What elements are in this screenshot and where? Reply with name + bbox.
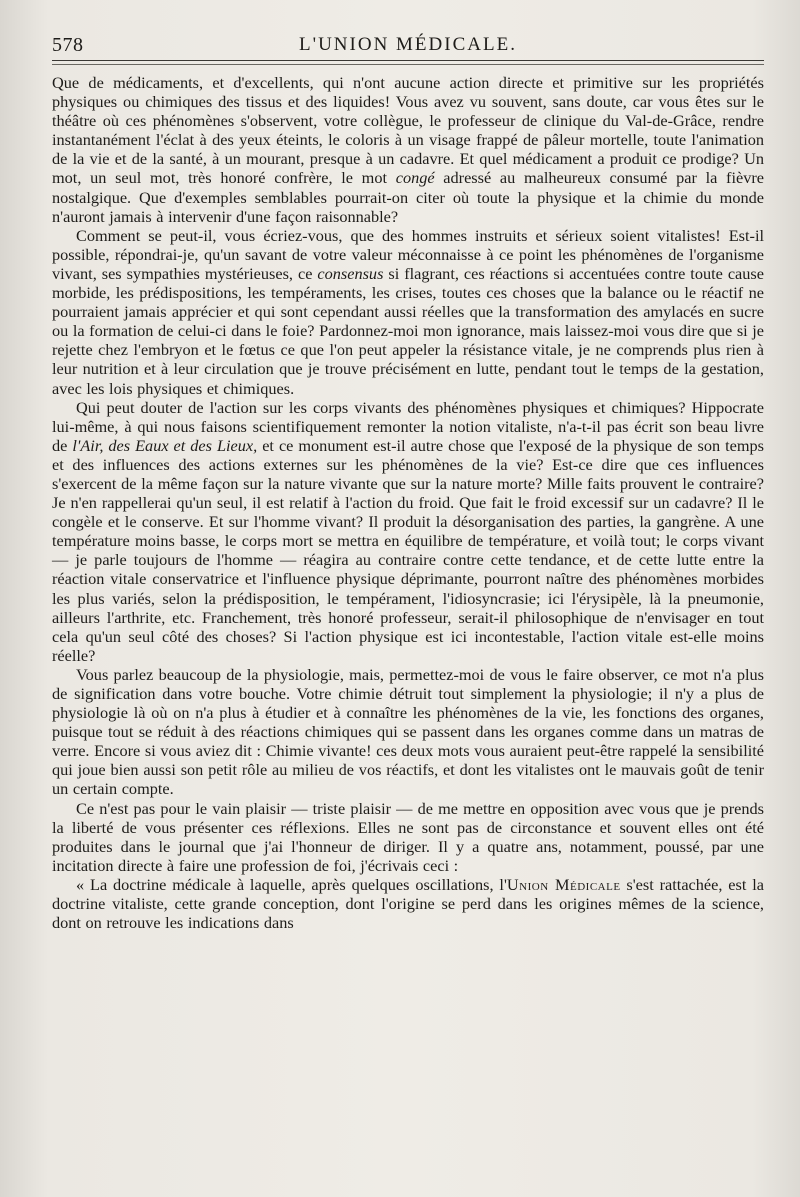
journal-name: Union Médicale [506, 874, 621, 894]
paragraph-p1 [52, 73, 764, 226]
paragraph-text: « La doctrine médicale à laquelle, après quelques oscillations, l' [76, 874, 507, 894]
paragraph-p2 [52, 226, 764, 398]
paragraph-p4 [52, 665, 764, 799]
paragraph-p3 [52, 398, 764, 665]
paragraph-text: adressé au malheureux consumé par la fièvre nostalgique. Que d'exemples semblables pourrait-on citer où toute la physique et la chimie du monde n'auront jamais à intervenir d'une façon raisonnable? [52, 168, 765, 226]
paragraph-text: et ce monument est-il autre chose que l'exposé de la physique de son temps et des influences des actions externes sur les phénomènes de la vie? Est-ce dire que ces influences s'exercent de la même façon sur la nature vivante que sur la nature morte? Mille faits prouvent le contraire? Je n'en rappellerai qu'un seul, il est relatif à l'action du froid. Que fait le froid excessif sur un cadavre? Il le congèle et le conserve. Et sur l'homme vivant? Il produit la désorganisation des parties, la gangrène. A une température moins basse, le corps mort se mettra en équilibre de température, et voilà tout; le corps vivant — je parle toujours de l'homme — réagira au contraire contre cette tendance, et de cette lutte entre la réaction vitale conservatrice et l'influence physique déprimante, pourront naître des phénomènes morbides les plus variés, selon la prédisposition, le tempérament, l'idiosyncrasie; ici l'érysipèle, là la pneumonie, ailleurs l'arthrite, etc. Franchement, très honoré professeur, serait-il philosophique de n'envisager en tout cela qu'un seul côté des choses? Si l'action physique est ici incontestable, l'action vitale est-elle moins réelle? [52, 435, 764, 665]
page-number: 578 [52, 34, 84, 56]
italic-term: consensus [317, 263, 384, 283]
paragraph-text: si flagrant, ces réactions si accentuées contre toute cause morbide, les prédispositions, les tempéraments, les crises, toutes ces choses que la balance ou le réactif ne pourraient jamais apprécier et qui sont cependant aussi réelles que la transformation des amylacés en sucre ou la formation de celui-ci dans le foie? Pardonnez-moi mon ignorance, mais laissez-moi vous dire que si je rejette chez l'embryon et le fœtus ce que l'on peut appeler la résistance vitale, je ne comprends plus rien à leur nutrition et à leur circulation que je trouve précisément en lutte, pendant tout le temps de la gestation, avec les lois physiques et chimiques. [52, 263, 764, 398]
paragraph-p5 [52, 799, 764, 875]
running-head: L'UNION MÉDICALE. [299, 34, 517, 55]
italic-term: congé [395, 168, 435, 188]
paragraph-text: s'est rattachée, est la doctrine vitaliste, cette grande conception, dont l'origine se perd dans les origines mêmes de la science, dont on retrouve les indications dans [52, 874, 764, 933]
paragraph-p6 [52, 875, 764, 932]
italic-term: l'Air, des Eaux et des Lieux, [72, 435, 258, 455]
header-rule-thin [52, 64, 764, 65]
paragraph-text: Comment se peut-il, vous écriez-vous, que des hommes instruits et sérieux soient vitalistes! Est-il possible, répondrai-je, qu'un savant de votre valeur méconnaisse à ce point les phénomènes de l'organisme vivant, ses sympathies mystérieuses, ce [52, 225, 764, 283]
paragraph-text: Qui peut douter de l'action sur les corps vivants des phénomènes physiques et chimiques? Hippocrate lui-même, à qui nous faisons scientifiquement remonter la notion vitaliste, n'a-t-il pas écrit son beau livre de [52, 397, 764, 455]
page-header [52, 30, 764, 58]
paragraph-text: Que de médicaments, et d'excellents, qui n'ont aucune action directe et primitive sur les propriétés physiques ou chimiques des tissus et des liquides! Vous avez vu souvent, sans doute, car vous êtes sur le théâtre où ces phénomènes s'observent, votre collègue, le professeur de clinique du Val-de-Grâce, rendre instantanément l'éclat à des yeux éteints, le coloris à un visage frappé de pâleur mortelle, toute l'animation de la vie et de la santé, à un mourant, presque à un cadavre. Et quel médicament a produit ce prodige? Un mot, un seul mot, très honoré confrère, le mot [52, 73, 764, 188]
header-rule [52, 60, 764, 61]
paragraph-text: Ce n'est pas pour le vain plaisir — triste plaisir — de me mettre en opposition avec vous que je prends la liberté de vous présenter ces réflexions. Elles ne sont pas de circonstance et souvent elles ont été produites dans le journal que j'ai l'honneur de diriger. Il y a quatre ans, notamment, poussé, par une incitation directe à faire une profession de foi, j'écrivais ceci : [52, 798, 764, 875]
paragraph-text: Vous parlez beaucoup de la physiologie, mais, permettez-moi de vous le faire observer, ce mot n'a plus de signification dans votre bouche. Votre chimie détruit tout simplement la physiologie; il n'y a plus de physiologie là où on n'a plus à étudier et à connaître les phénomènes de la vie, les fonctions des organes, puisque tout se réduit à des réactions chimiques qui se passent dans les organes comme dans un matras de verre. Encore si vous aviez dit : Chimie vivante! ces deux mots vous auraient peut-être rappelé la sensibilité qui joue bien aussi son petit rôle au milieu de vos réactifs, et dont les vitalistes ont le mauvais goût de tenir un certain compte. [52, 664, 764, 799]
article-body [52, 73, 764, 932]
